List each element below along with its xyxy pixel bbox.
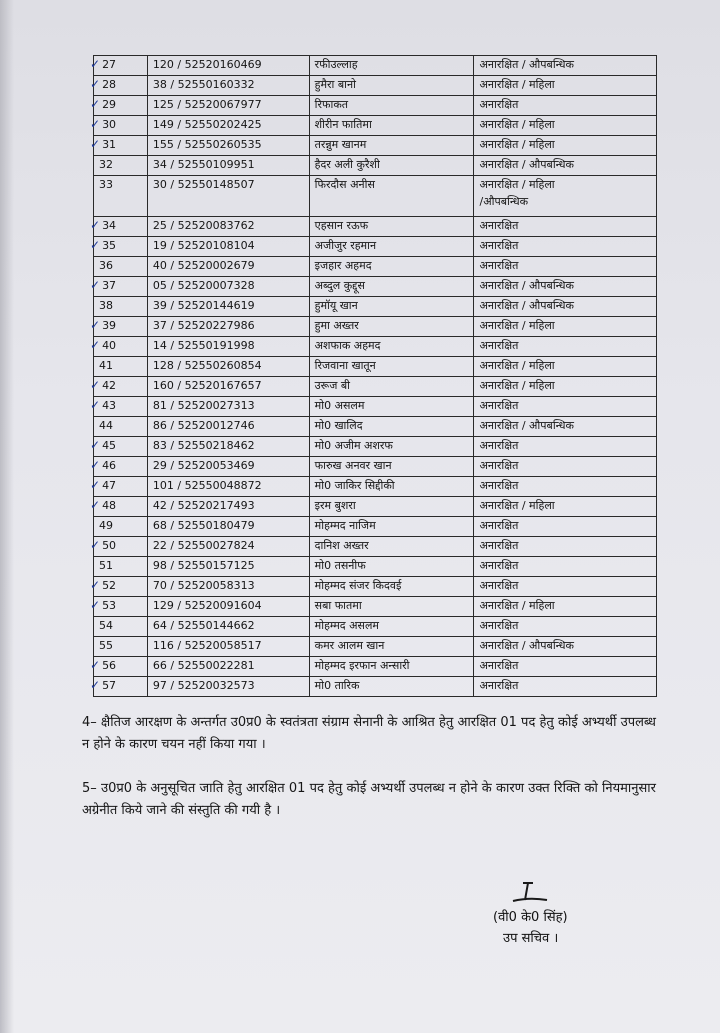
check-mark-icon: ✓: [90, 498, 101, 512]
serial-number: 39: [102, 319, 117, 332]
serial-number-cell: [90, 116, 148, 136]
table-row: [94, 657, 657, 677]
candidate-name: सबा फातमा: [309, 597, 474, 617]
roll-number: 155 / 52550260535: [147, 136, 309, 156]
candidate-name: मोहम्मद नाजिम: [309, 517, 474, 537]
serial-number: 37: [102, 279, 117, 292]
roll-number: 37 / 52520227986: [147, 317, 309, 337]
serial-number-cell: [90, 136, 148, 156]
candidate-name: मो0 असलम: [309, 397, 474, 417]
roll-number: 125 / 52520067977: [147, 96, 309, 116]
signature-mark: [509, 880, 549, 904]
candidate-name: कमर आलम खान: [309, 637, 474, 657]
category: अनारक्षित / औपबन्धिक: [479, 639, 574, 652]
note-4: 4– क्षैतिज आरक्षण के अन्तर्गत उ0प्र0 के स्वतंत्रता संग्राम सेनानी के आश्रित हेतु आरक्षित 01 पद हेतु कोई अभ्यर्थी उपलब्ध न होने के कारण चयन नहीं किया गया ।: [82, 715, 656, 752]
table-row: [94, 96, 657, 116]
candidate-name: मो0 खालिद: [309, 417, 474, 437]
roll-number: 30 / 52550148507: [147, 176, 309, 217]
roll-number: 40 / 52520002679: [147, 257, 309, 277]
roll-number: 120 / 52520160469: [147, 56, 309, 76]
candidate-name: अजीजुर रहमान: [309, 237, 474, 257]
category-cell: [474, 637, 657, 657]
serial-number: 40: [102, 339, 117, 352]
serial-number-cell: [90, 457, 148, 477]
table-row: [94, 56, 657, 76]
serial-number-cell: [94, 557, 148, 577]
category: अनारक्षित / महिला: [479, 78, 555, 91]
category: अनारक्षित: [479, 239, 519, 252]
category: अनारक्षित / महिला: [479, 359, 555, 372]
roll-number: 81 / 52520027313: [147, 397, 309, 417]
serial-number-cell: [90, 217, 148, 237]
category-cell: [474, 657, 657, 677]
roll-number: 98 / 52550157125: [147, 557, 309, 577]
category-cell: [474, 377, 657, 397]
category-cell: [474, 96, 657, 116]
roll-number: 129 / 52520091604: [147, 597, 309, 617]
roll-number: 05 / 52520007328: [147, 277, 309, 297]
table-row: [94, 277, 657, 297]
table-row: [94, 537, 657, 557]
category-cell: [474, 477, 657, 497]
check-mark-icon: ✓: [90, 658, 101, 672]
candidate-name: मोहम्मद संजर किदवई: [309, 577, 474, 597]
category-cell: [474, 136, 657, 156]
category: अनारक्षित: [479, 659, 519, 672]
table-row: [94, 417, 657, 437]
note-5: 5– उ0प्र0 के अनुसूचित जाति हेतु आरक्षित 01 पद हेतु कोई अभ्यर्थी उपलब्ध न होने के कारण उक्त रिक्ति को नियमानुसार अग्रेनीत किये जाने की संस्तुति की गयी है ।: [82, 781, 656, 818]
check-mark-icon: ✓: [90, 438, 101, 452]
check-mark-icon: ✓: [90, 678, 101, 692]
candidate-name: शीरीन फातिमा: [309, 116, 474, 136]
serial-number: 44: [99, 419, 113, 432]
roll-number: 116 / 52520058517: [147, 637, 309, 657]
serial-number-cell: [90, 437, 148, 457]
category-cell: [474, 116, 657, 136]
category-cell: [474, 277, 657, 297]
candidate-name: मो0 जाकिर सिद्दीकी: [309, 477, 474, 497]
category: अनारक्षित / महिला: [479, 138, 555, 151]
candidate-name: हुमॉयू खान: [309, 297, 474, 317]
check-mark-icon: ✓: [90, 117, 101, 131]
category: अनारक्षित / महिला: [479, 319, 555, 332]
table-row: [94, 557, 657, 577]
serial-number-cell: [94, 617, 148, 637]
category: अनारक्षित: [479, 459, 519, 472]
roll-number: 42 / 52520217493: [147, 497, 309, 517]
table-row: [94, 257, 657, 277]
category-continued: /औपबन्धिक: [479, 195, 529, 208]
serial-number-cell: [90, 597, 148, 617]
candidate-name: हुमा अख्तर: [309, 317, 474, 337]
table-row: [94, 577, 657, 597]
table-row: [94, 156, 657, 176]
serial-number-cell: [90, 677, 148, 697]
table-row: [94, 437, 657, 457]
signatory-designation: उप सचिव ।: [503, 931, 559, 946]
table-row: [94, 317, 657, 337]
category: अनारक्षित / महिला: [479, 118, 555, 131]
candidate-name: तरन्नुम खानम: [309, 136, 474, 156]
candidate-name: हुमैरा बानो: [309, 76, 474, 96]
serial-number: 27: [102, 58, 117, 71]
serial-number: 28: [102, 78, 117, 91]
check-mark-icon: ✓: [90, 378, 101, 392]
category: अनारक्षित / औपबन्धिक: [479, 299, 574, 312]
serial-number-cell: [94, 357, 148, 377]
serial-number: 55: [99, 639, 113, 652]
category: अनारक्षित / औपबन्धिक: [479, 158, 574, 171]
check-mark-icon: ✓: [90, 97, 101, 111]
serial-number: 43: [102, 399, 117, 412]
check-mark-icon: ✓: [90, 578, 101, 592]
category: अनारक्षित: [479, 539, 519, 552]
roll-number: 64 / 52550144662: [147, 617, 309, 637]
roll-number: 97 / 52520032573: [147, 677, 309, 697]
category: अनारक्षित: [479, 579, 519, 592]
roll-number: 70 / 52520058313: [147, 577, 309, 597]
check-mark-icon: ✓: [90, 137, 101, 151]
roll-number: 19 / 52520108104: [147, 237, 309, 257]
check-mark-icon: ✓: [90, 338, 101, 352]
serial-number-cell: [94, 637, 148, 657]
category: अनारक्षित / औपबन्धिक: [479, 419, 574, 432]
candidate-name: मोहम्मद इरफान अन्सारी: [309, 657, 474, 677]
table-row: [94, 477, 657, 497]
serial-number: 46: [102, 459, 117, 472]
table-row: [94, 217, 657, 237]
category: अनारक्षित: [479, 399, 519, 412]
candidate-name: हैदर अली कुरैशी: [309, 156, 474, 176]
roll-number: 128 / 52550260854: [147, 357, 309, 377]
serial-number-cell: [90, 397, 148, 417]
category-cell: [474, 417, 657, 437]
candidate-name: इजहार अहमद: [309, 257, 474, 277]
serial-number-cell: [90, 56, 148, 76]
roll-number: 101 / 52550048872: [147, 477, 309, 497]
serial-number-cell: [90, 96, 148, 116]
category-cell: [474, 397, 657, 417]
serial-number: 48: [102, 499, 117, 512]
table-row: [94, 637, 657, 657]
category: अनारक्षित: [479, 619, 519, 632]
table-row: [94, 457, 657, 477]
category-cell: [474, 597, 657, 617]
category: अनारक्षित / महिला: [479, 178, 555, 191]
serial-number: 35: [102, 239, 117, 252]
candidate-name: मो0 तसनीफ: [309, 557, 474, 577]
roll-number: 22 / 52550027824: [147, 537, 309, 557]
serial-number: 54: [99, 619, 113, 632]
table-row: [94, 377, 657, 397]
serial-number: 38: [99, 299, 113, 312]
roll-number: 38 / 52550160332: [147, 76, 309, 96]
category-cell: [474, 76, 657, 96]
serial-number-cell: [90, 317, 148, 337]
page-shadow: [0, 0, 14, 1033]
category-cell: [474, 56, 657, 76]
serial-number-cell: [90, 237, 148, 257]
roll-number: 66 / 52550022281: [147, 657, 309, 677]
candidate-name: इरम बुशरा: [309, 497, 474, 517]
check-mark-icon: ✓: [90, 598, 101, 612]
category-cell: [474, 457, 657, 477]
category-cell: [474, 577, 657, 597]
category: अनारक्षित: [479, 439, 519, 452]
serial-number-cell: [90, 277, 148, 297]
roll-number: 83 / 52550218462: [147, 437, 309, 457]
serial-number: 51: [99, 559, 113, 572]
roll-number: 14 / 52550191998: [147, 337, 309, 357]
table-row: [94, 237, 657, 257]
check-mark-icon: ✓: [90, 238, 101, 252]
table-row: [94, 176, 657, 217]
serial-number: 36: [99, 259, 113, 272]
category-cell: [474, 677, 657, 697]
category: अनारक्षित: [479, 259, 519, 272]
table-row: [94, 497, 657, 517]
serial-number-cell: [94, 156, 148, 176]
category: अनारक्षित: [479, 98, 519, 111]
category: अनारक्षित / औपबन्धिक: [479, 279, 574, 292]
roll-number: 34 / 52550109951: [147, 156, 309, 176]
category-cell: [474, 217, 657, 237]
serial-number-cell: [90, 497, 148, 517]
roll-number: 29 / 52520053469: [147, 457, 309, 477]
check-mark-icon: ✓: [90, 278, 101, 292]
serial-number-cell: [90, 377, 148, 397]
roll-number: 149 / 52550202425: [147, 116, 309, 136]
table-row: [94, 397, 657, 417]
check-mark-icon: ✓: [90, 218, 101, 232]
serial-number: 50: [102, 539, 117, 552]
table-row: [94, 297, 657, 317]
table-row: [94, 677, 657, 697]
serial-number-cell: [90, 657, 148, 677]
candidate-table: [90, 55, 657, 697]
serial-number: 56: [102, 659, 117, 672]
table-row: [94, 116, 657, 136]
category-cell: [474, 297, 657, 317]
category: अनारक्षित: [479, 679, 519, 692]
category-cell: [474, 557, 657, 577]
serial-number-cell: [94, 257, 148, 277]
check-mark-icon: ✓: [90, 57, 101, 71]
category-cell: [474, 537, 657, 557]
serial-number: 34: [102, 219, 117, 232]
category: अनारक्षित / महिला: [479, 599, 555, 612]
category-cell: [474, 337, 657, 357]
serial-number-cell: [90, 477, 148, 497]
serial-number: 29: [102, 98, 117, 111]
candidate-name: फिरदौस अनीस: [309, 176, 474, 217]
serial-number: 49: [99, 519, 113, 532]
category-cell: [474, 437, 657, 457]
table-row: [94, 136, 657, 156]
category-cell: [474, 317, 657, 337]
roll-number: 68 / 52550180479: [147, 517, 309, 537]
serial-number: 33: [99, 178, 113, 191]
category-cell: [474, 357, 657, 377]
serial-number: 45: [102, 439, 117, 452]
candidate-name: मो0 अजीम अशरफ: [309, 437, 474, 457]
category: अनारक्षित / महिला: [479, 499, 555, 512]
candidate-name: रिजवाना खातून: [309, 357, 474, 377]
candidate-name: एहसान रऊफ: [309, 217, 474, 237]
category-cell: [474, 237, 657, 257]
table-row: [94, 517, 657, 537]
category-cell: [474, 156, 657, 176]
serial-number-cell: [94, 417, 148, 437]
serial-number-cell: [90, 537, 148, 557]
category-cell: [474, 176, 657, 217]
candidate-table-body: [90, 56, 657, 697]
check-mark-icon: ✓: [90, 77, 101, 91]
category-cell: [474, 517, 657, 537]
serial-number: 47: [102, 479, 117, 492]
category-cell: [474, 497, 657, 517]
candidate-name: फारुख अनवर खान: [309, 457, 474, 477]
check-mark-icon: ✓: [90, 458, 101, 472]
serial-number: 41: [99, 359, 113, 372]
serial-number-cell: [94, 517, 148, 537]
category: अनारक्षित: [479, 559, 519, 572]
table-row: [94, 597, 657, 617]
serial-number-cell: [94, 297, 148, 317]
serial-number: 57: [102, 679, 117, 692]
check-mark-icon: ✓: [90, 538, 101, 552]
check-mark-icon: ✓: [90, 398, 101, 412]
serial-number-cell: [90, 337, 148, 357]
candidate-name: अशफाक अहमद: [309, 337, 474, 357]
table-row: [94, 617, 657, 637]
candidate-name: रफीउल्लाह: [309, 56, 474, 76]
serial-number: 30: [102, 118, 117, 131]
table-row: [94, 337, 657, 357]
serial-number-cell: [94, 176, 148, 217]
serial-number: 52: [102, 579, 117, 592]
category: अनारक्षित: [479, 479, 519, 492]
serial-number: 42: [102, 379, 117, 392]
serial-number: 31: [102, 138, 117, 151]
signatory-name: (वी0 के0 सिंह): [493, 910, 568, 925]
roll-number: 39 / 52520144619: [147, 297, 309, 317]
category-cell: [474, 617, 657, 637]
table-row: [94, 357, 657, 377]
category: अनारक्षित: [479, 519, 519, 532]
serial-number-cell: [90, 76, 148, 96]
category-cell: [474, 257, 657, 277]
candidate-name: मो0 तारिक: [309, 677, 474, 697]
table-row: [94, 76, 657, 96]
serial-number-cell: [90, 577, 148, 597]
serial-number: 32: [99, 158, 113, 171]
candidate-name: मोहम्मद असलम: [309, 617, 474, 637]
check-mark-icon: ✓: [90, 318, 101, 332]
category: अनारक्षित / महिला: [479, 379, 555, 392]
serial-number: 53: [102, 599, 117, 612]
candidate-name: उरूज बी: [309, 377, 474, 397]
roll-number: 25 / 52520083762: [147, 217, 309, 237]
category: अनारक्षित: [479, 219, 519, 232]
check-mark-icon: ✓: [90, 478, 101, 492]
category: अनारक्षित / औपबन्धिक: [479, 58, 574, 71]
category: अनारक्षित: [479, 339, 519, 352]
roll-number: 160 / 52520167657: [147, 377, 309, 397]
candidate-name: दानिश अख्तर: [309, 537, 474, 557]
candidate-name: रिफाकत: [309, 96, 474, 116]
candidate-name: अब्दुल कुद्दूस: [309, 277, 474, 297]
roll-number: 86 / 52520012746: [147, 417, 309, 437]
